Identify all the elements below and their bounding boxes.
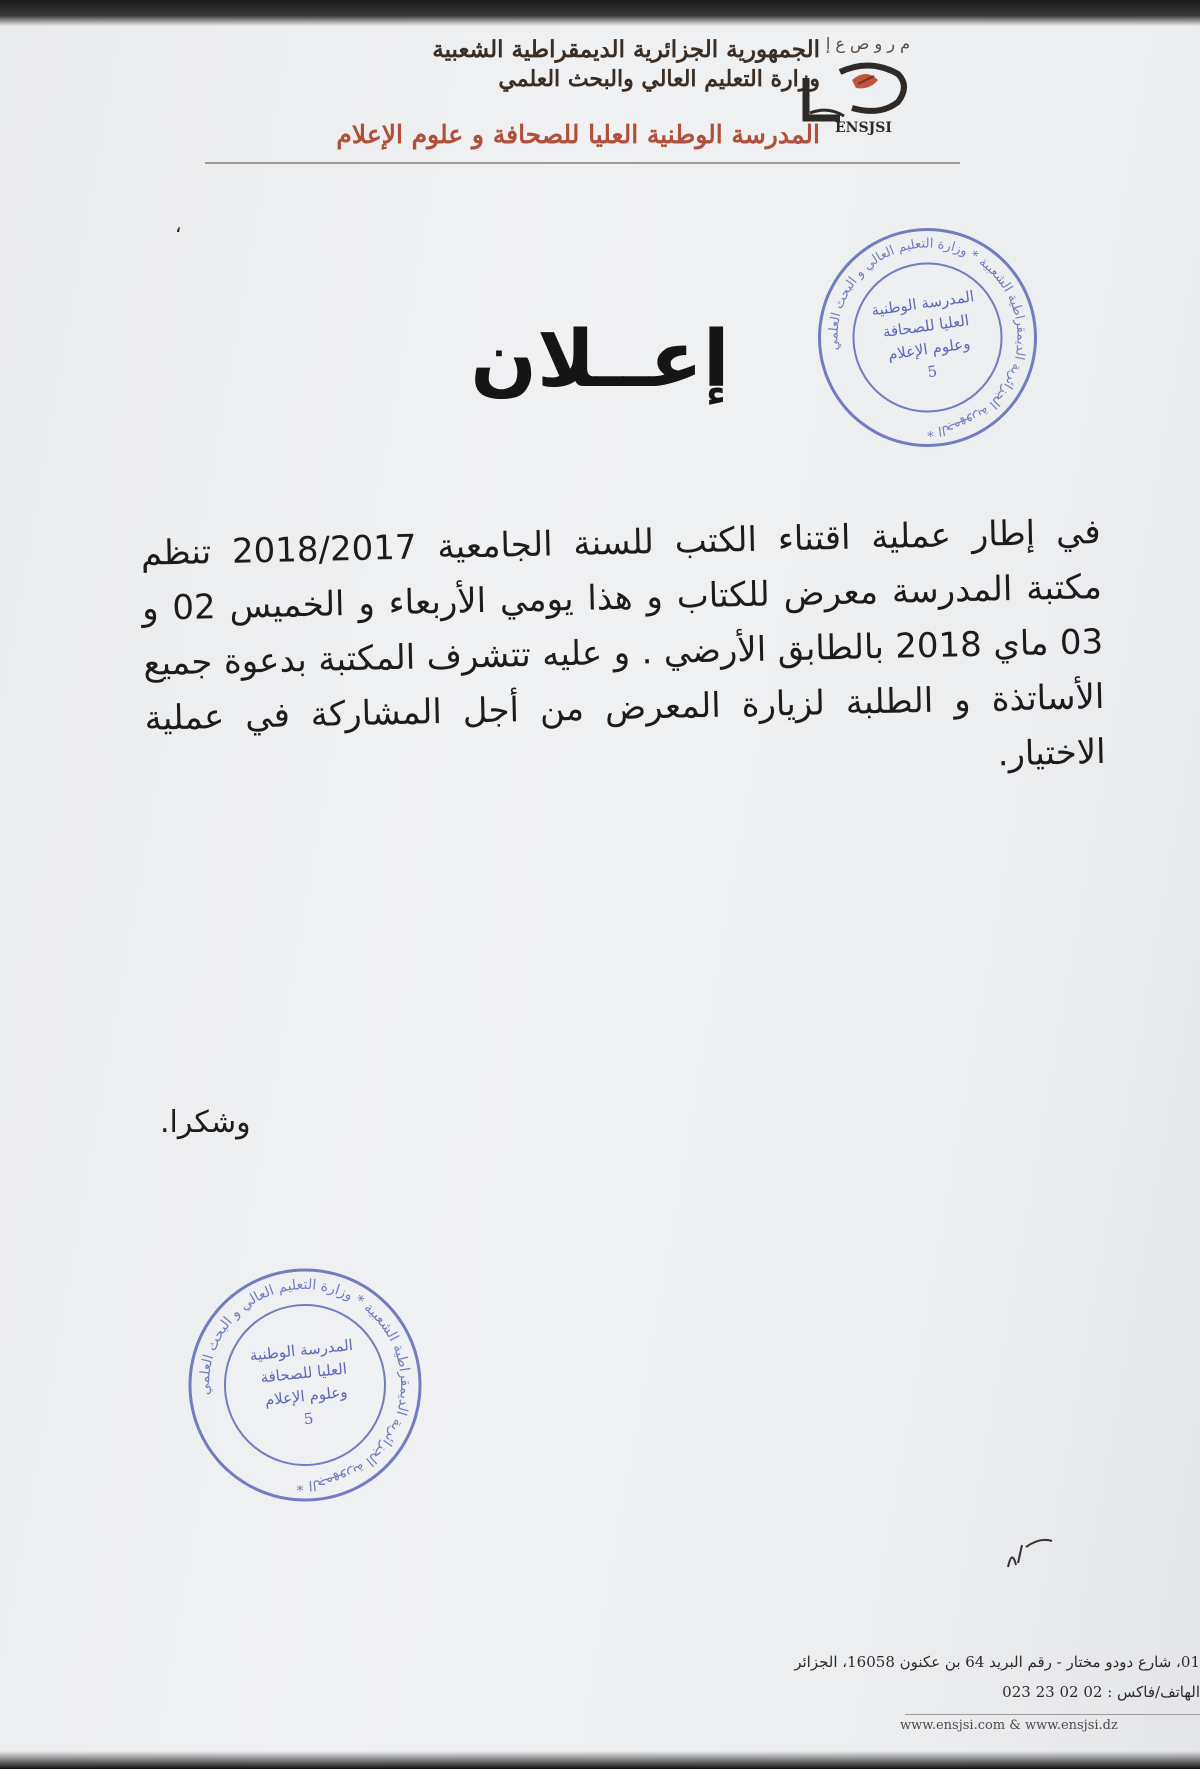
pen-mark: ،: [175, 213, 182, 237]
header-reference: م ر و ص ع إ: [825, 34, 910, 53]
header-ministry: وزارة التعليم العالي والبحث العلمي: [498, 66, 820, 92]
stamp-bottom-line-2: العليا للصحافة: [259, 1359, 348, 1387]
footer-phone: الهاتف/فاكس : 02 02 23 023: [1002, 1683, 1200, 1701]
official-stamp-top: [800, 210, 1054, 464]
page-shadow-bottom: [0, 1751, 1200, 1769]
footer-website: www.ensjsi.com & www.ensjsi.dz: [900, 1718, 1118, 1733]
announcement-title: إعــلان: [470, 315, 730, 405]
closing-thanks: وشكرا.: [160, 1105, 251, 1140]
stamp-line-3: وعلوم الإعلام: [886, 333, 972, 364]
header-republic: الجمهورية الجزائرية الديمقراطية الشعبية: [432, 36, 820, 63]
stamp-bottom-line-3: وعلوم الإعلام: [263, 1382, 349, 1410]
body-paragraph: في إطار عملية اقتناء الكتب للسنة الجامعية 2018/2017 تنظم مكتبة المدرسة معرض للكتاب و هذا يومي الأربعاء و الخميس 02 و 03 ماي 2018 بالطابق الأرضي . و عليه تتشرف المكتبة بدعوة جميع الأساتذة و الطلبة لزيارة المعرض من أجل المشاركة في عملية الاختيار.: [140, 511, 1107, 775]
announcement-body: [140, 505, 1106, 802]
logo-text: ENSJSI: [835, 120, 892, 136]
stamp-ring-text: الجمهورية الجزائرية الديمقراطية الشعبية * وزارة التعليم العالي و البحث العلمي *: [826, 236, 1029, 439]
footer-address: 01، شارع دودو مختار - رقم البريد 64 بن عكنون 16058، الجزائر: [794, 1653, 1200, 1671]
signature-mark: [1000, 1535, 1060, 1575]
header-divider: [205, 162, 960, 164]
header-school-name: المدرسة الوطنية العليا للصحافة و علوم الإعلام: [336, 120, 820, 149]
stamp-line-1: المدرسة الوطنية: [870, 286, 976, 319]
stamp-bottom-line-1: المدرسة الوطنية: [248, 1335, 354, 1365]
stamp-ring-text-bottom: الجمهورية الجزائرية الديمقراطية الشعبية * وزارة التعليم العالي و البحث العلمي *: [196, 1276, 414, 1494]
footer-divider: [905, 1714, 1200, 1715]
stamp-number: 5: [926, 361, 939, 381]
stamp-bottom-number: 5: [302, 1409, 315, 1429]
stamp-line-2: العليا للصحافة: [881, 310, 971, 341]
page-shadow-top: [0, 0, 1200, 26]
official-stamp-bottom: [173, 1253, 437, 1517]
